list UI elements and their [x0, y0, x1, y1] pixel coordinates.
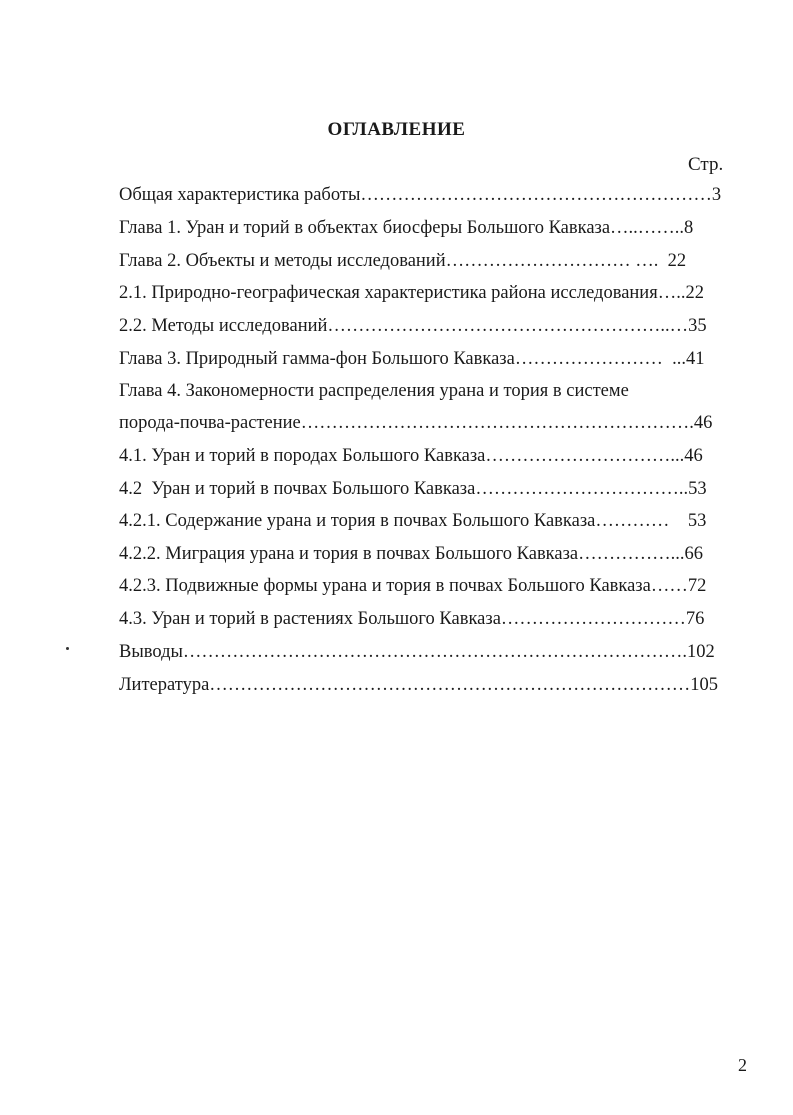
toc-entry: 4.2.1. Содержание урана и тория в почвах Большого Кавказа………… 53	[119, 511, 707, 531]
toc-entry: Глава 4. Закономерности распределения урана и тория в системе	[119, 381, 629, 401]
toc-entry: Литература……………………………………………………………………105	[119, 675, 719, 695]
toc-entry: порода-почва-растение……………………………………………………….46	[119, 413, 713, 433]
toc-entry: Глава 3. Природный гамма-фон Большого Кавказа…………………… ...41	[119, 349, 705, 369]
toc-entry: 4.2.2. Миграция урана и тория в почвах Большого Кавказа……………...66	[119, 544, 703, 564]
scan-speck	[66, 647, 69, 650]
toc-entry: Выводы……………………………………………………………………….102	[119, 642, 715, 662]
toc-entry: 4.3. Уран и торий в растениях Большого Кавказа…………………………76	[119, 609, 705, 629]
toc-entry: Глава 1. Уран и торий в объектах биосферы Большого Кавказа…..……..8	[119, 218, 694, 238]
toc-entry: Глава 2. Объекты и методы исследований………………………… …. 22	[119, 251, 687, 271]
page-title: ОГЛАВЛЕНИЕ	[327, 119, 466, 140]
page-number: 2	[738, 1055, 747, 1075]
toc-entry: 4.1. Уран и торий в породах Большого Кавказа…………………………...46	[119, 446, 703, 466]
toc-entry: 2.1. Природно-географическая характеристика района исследования…..22	[119, 283, 704, 303]
toc-entry: 2.2. Методы исследований………………………………………………..…35	[119, 316, 707, 336]
page-column-label: Стр.	[688, 154, 724, 175]
toc-entry: 4.2.3. Подвижные формы урана и тория в почвах Большого Кавказа……72	[119, 576, 707, 596]
toc-entry: Общая характеристика работы…………………………………………………3	[119, 185, 722, 205]
toc-entry: 4.2 Уран и торий в почвах Большого Кавказа……………………………..53	[119, 479, 707, 499]
